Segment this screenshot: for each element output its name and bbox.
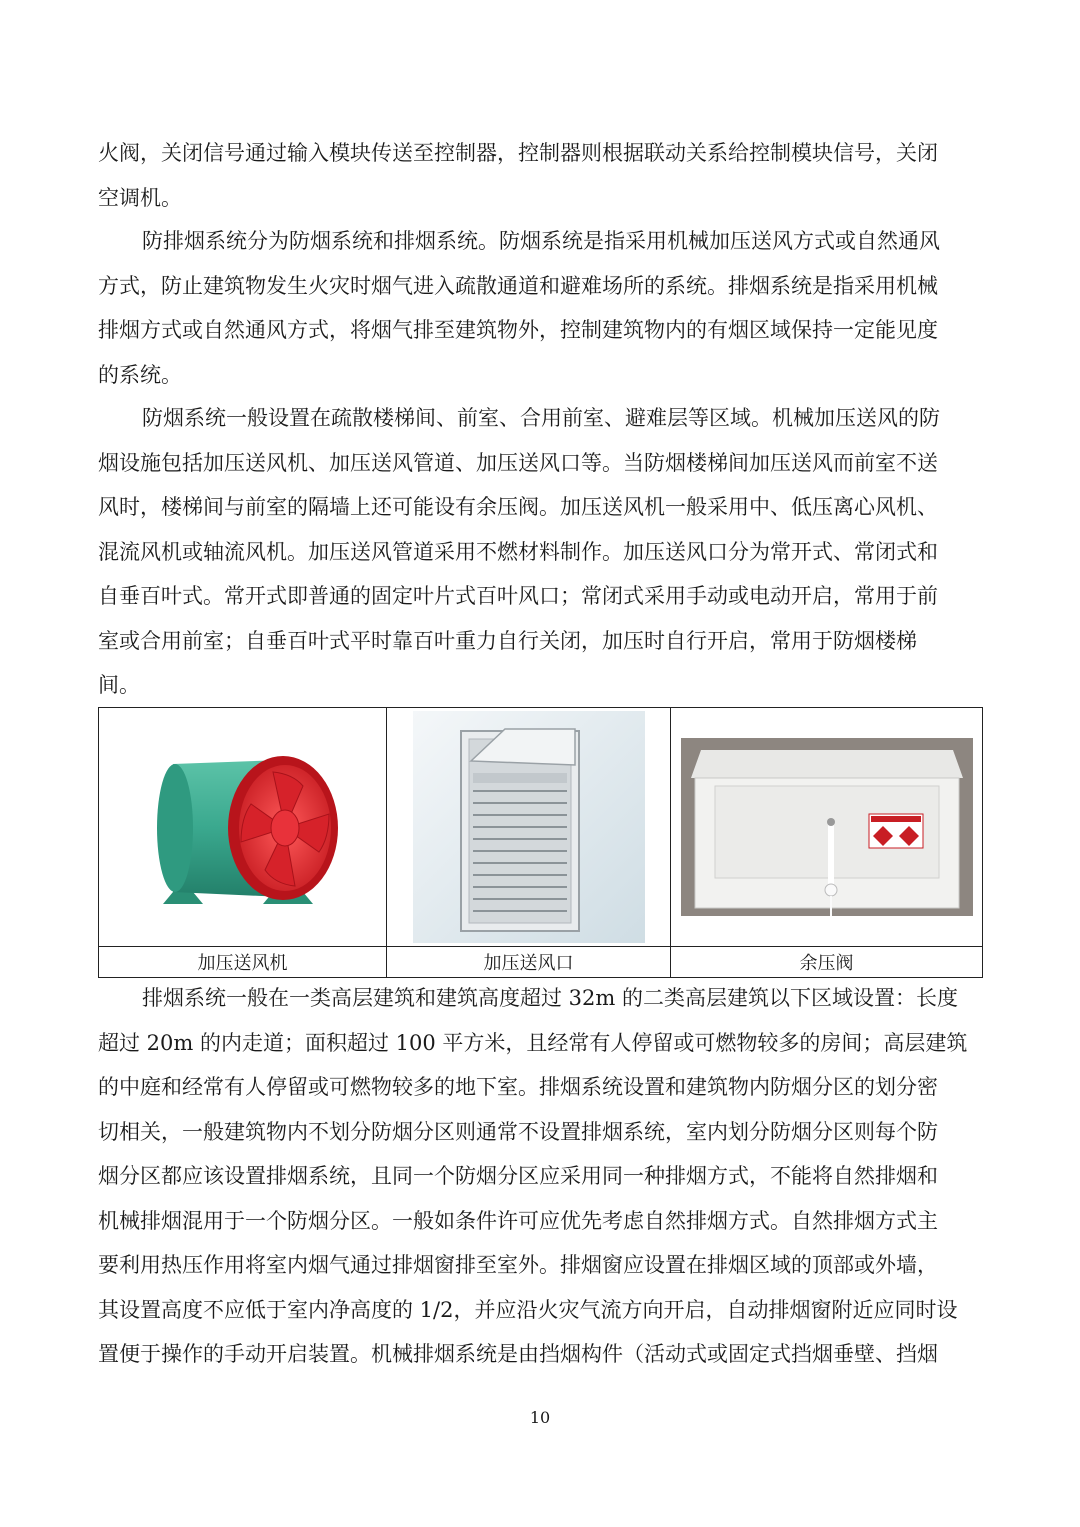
figure-caption: 加压送风机: [99, 947, 387, 978]
figure-cell-fan: [99, 708, 387, 947]
figure-table: [98, 707, 983, 978]
text-line: 的系统。: [98, 362, 182, 387]
figure-cell-valve: [671, 708, 983, 947]
text-line: 自垂百叶式。常开式即普通的固定叶片式百叶风口；常闭式采用手动或电动开启，常用于前: [98, 584, 938, 608]
paragraph-smoke-exhaust: [98, 976, 982, 1377]
paragraph-hvac-linkage: [98, 131, 982, 220]
text-line: 要利用热压作用将室内烟气通过排烟窗排至室外。排烟窗应设置在排烟区域的顶部或外墙，: [98, 1253, 938, 1277]
text-line: 空调机。: [98, 185, 182, 210]
text-line: 混流风机或轴流风机。加压送风管道采用不燃材料制作。加压送风口分为常开式、常闭式和: [98, 539, 938, 564]
pressure-relief-valve-icon: [681, 738, 973, 916]
axial-fan-icon: [133, 742, 353, 912]
text-line: 间。: [98, 673, 140, 697]
text-line: 防排烟系统分为防烟系统和排烟系统。防烟系统是指采用机械加压送风方式或自然通风: [142, 229, 940, 253]
text-line: 风时，楼梯间与前室的隔墙上还可能设有余压阀。加压送风机一般采用中、低压离心风机、: [98, 495, 938, 519]
louver-vent-icon: [413, 711, 645, 943]
text-line: 机械排烟混用于一个防烟分区。一般如条件许可应优先考虑自然排烟方式。自然排烟方式主: [98, 1208, 938, 1233]
text-line: 置便于操作的手动开启装置。机械排烟系统是由挡烟构件（活动式或固定式挡烟垂壁、挡烟: [98, 1342, 938, 1366]
paragraph-smoke-prevention: [98, 396, 982, 708]
text-line: 的中庭和经常有人停留或可燃物较多的地下室。排烟系统设置和建筑物内防烟分区的划分密: [98, 1075, 938, 1099]
text-line: 切相关，一般建筑物内不划分防烟分区则通常不设置排烟系统，室内划分防烟分区则每个防: [98, 1119, 938, 1144]
text-line: 排烟方式或自然通风方式，将烟气排至建筑物外，控制建筑物内的有烟区域保持一定能见度: [98, 318, 938, 342]
text-line: 烟分区都应该设置排烟系统，且同一个防烟分区应采用同一种排烟方式，不能将自然排烟和: [98, 1164, 938, 1188]
text-line: 其设置高度不应低于室内净高度的 1/2，并应沿火灾气流方向开启，自动排烟窗附近应同时设: [98, 1297, 958, 1322]
text-line: 排烟系统一般在一类高层建筑和建筑高度超过 32m 的二类高层建筑以下区域设置：长度: [142, 986, 958, 1010]
text-line: 火阀，关闭信号通过输入模块传送至控制器，控制器则根据联动关系给控制模块信号，关闭: [98, 141, 938, 165]
text-line: 烟设施包括加压送风机、加压送风管道、加压送风口等。当防烟楼梯间加压送风而前室不送: [98, 450, 938, 475]
figure-cell-vent: [387, 708, 671, 947]
page-number: 10: [529, 1408, 551, 1427]
text-line: 超过 20m 的内走道；面积超过 100 平方米，且经常有人停留或可燃物较多的房间；高层建筑: [98, 1030, 968, 1055]
text-line: 室或合用前室；自垂百叶式平时靠百叶重力自行关闭，加压时自行开启，常用于防烟楼梯: [98, 628, 917, 653]
figure-caption: 余压阀: [671, 947, 983, 978]
text-line: 防烟系统一般设置在疏散楼梯间、前室、合用前室、避难层等区域。机械加压送风的防: [142, 406, 940, 430]
figure-caption: 加压送风口: [387, 947, 671, 978]
text-line: 方式，防止建筑物发生火灾时烟气进入疏散通道和避难场所的系统。排烟系统是指采用机械: [98, 273, 938, 298]
paragraph-smoke-systems-overview: [98, 219, 982, 397]
